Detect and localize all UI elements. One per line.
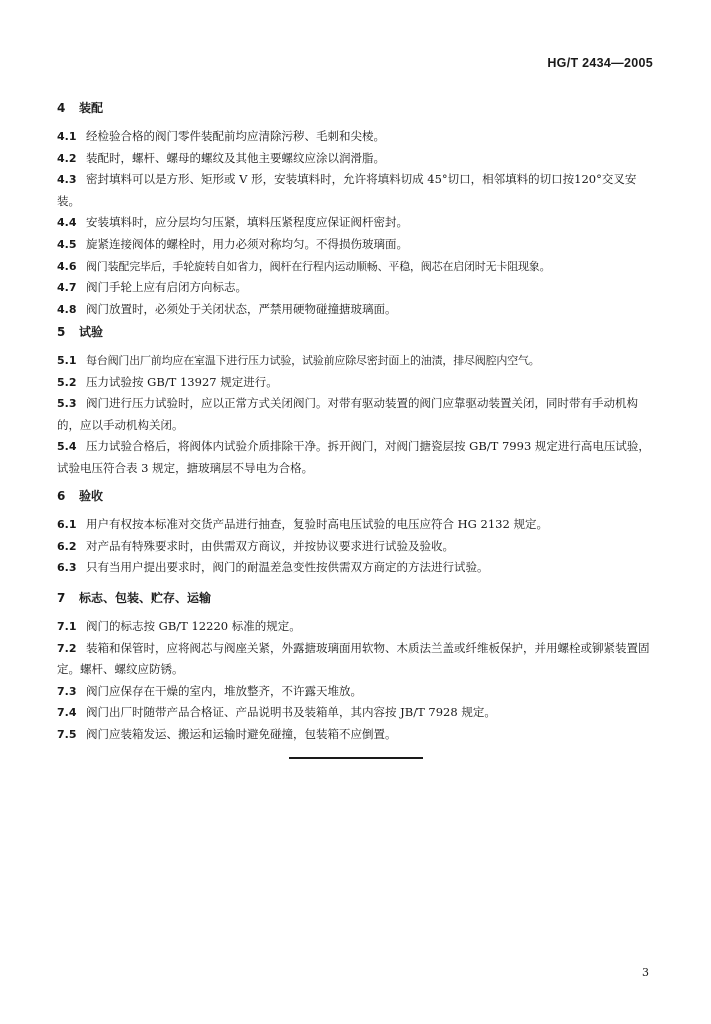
section-7: [57, 590, 657, 746]
section-heading: 4 装配: [57, 101, 104, 115]
clause: 4.5 旋紧连接阀体的螺栓时，用力必须对称均匀。不得损伤玻璃面。: [57, 236, 408, 251]
clause: 7.2 装箱和保管时，应将阀芯与阀座关紧，外露搪玻璃面用软物、木质法兰盖或纤维板保护，并用螺栓或铆紧装置固定。螺杆、螺纹应防锈。: [57, 640, 650, 677]
clause: 5.2 压力试验按 GB/T 13927 规定进行。: [57, 374, 278, 389]
clause: 5.4 压力试验合格后，将阀体内试验介质排除干净。拆开阀门，对阀门搪瓷层按 GB/T 7993 规定进行高电压试验，试验电压符合表 3 规定，搪玻璃层不导电为合格。: [57, 439, 650, 475]
section-6: [57, 488, 657, 579]
clause: 4.2 装配时，螺杆、螺母的螺纹及其他主要螺纹应涂以润滑脂。: [57, 150, 385, 165]
clause: 4.7 阀门手轮上应有启闭方向标志。: [57, 280, 247, 295]
clause: 6.2 对产品有特殊要求时，由供需双方商议，并按协议要求进行试验及验收。: [57, 538, 454, 553]
section-heading: 7 标志、包装、贮存、运输: [57, 591, 212, 605]
clause: 4.6 阀门装配完毕后，手轮旋转自如省力，阀杆在行程内运动顺畅、平稳，阀芯在启闭时无卡阻现象。: [57, 259, 551, 273]
clause: 5.3 阀门进行压力试验时，应以正常方式关闭阀门。对带有驱动装置的阀门应靠驱动装置关闭，同时带有手动机构的，应以手动机构关闭。: [57, 396, 638, 432]
section-4: [57, 100, 657, 320]
clause: 4.4 安装填料时，应分层均匀压紧，填料压紧程度应保证阀杆密封。: [57, 215, 408, 230]
section-heading: 6 验收: [57, 489, 104, 503]
clause: 6.3 只有当用户提出要求时，阀门的耐温差急变性按供需双方商定的方法进行试验。: [57, 560, 489, 575]
clause: 7.5 阀门应装箱发运、搬运和运输时避免碰撞，包装箱不应倒置。: [57, 726, 397, 741]
clause: 4.3 密封填料可以是方形、矩形或 V 形，安装填料时，允许将填料切成 45°切口，相邻填料的切口按120°交叉安装。: [57, 172, 637, 208]
section-heading: 5 试验: [57, 325, 104, 339]
clause: 7.3 阀门应保存在干燥的室内，堆放整齐，不许露天堆放。: [57, 683, 362, 698]
clause: 7.4 阀门出厂时随带产品合格证、产品说明书及装箱单，其内容按 JB/T 7928 规定。: [57, 705, 496, 720]
clause: 7.1 阀门的标志按 GB/T 12220 标准的规定。: [57, 619, 301, 633]
end-rule: [289, 757, 423, 759]
page-number: 3: [642, 966, 649, 979]
clause: 4.8 阀门放置时，必须处于关闭状态，严禁用硬物碰撞搪玻璃面。: [57, 301, 397, 316]
section-5: [57, 324, 657, 480]
clause: 6.1 用户有权按本标准对交货产品进行抽查，复验时高电压试验的电压应符合 HG 2132 规定。: [57, 517, 548, 531]
clause: 5.1 每台阀门出厂前均应在室温下进行压力试验，试验前应除尽密封面上的油渍，排尽阀腔内空气。: [57, 354, 540, 367]
standard-code: HG/T 2434—2005: [547, 56, 653, 70]
clause: 4.1 经检验合格的阀门零件装配前均应清除污秽、毛刺和尖棱。: [57, 129, 385, 143]
